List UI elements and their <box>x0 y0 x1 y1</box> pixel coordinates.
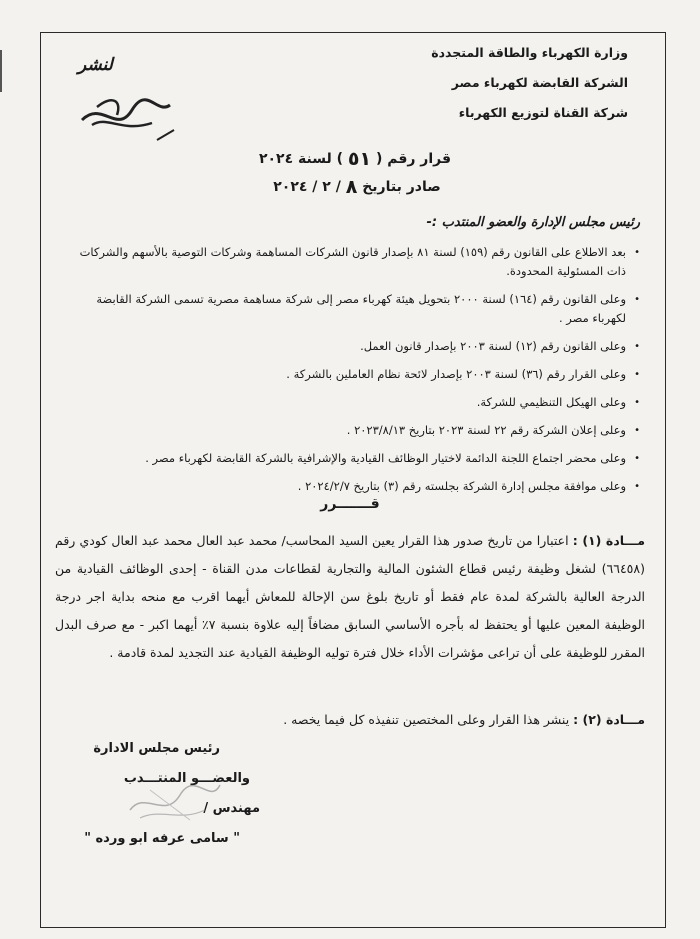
decision-title-suffix: ) لسنة ٢٠٢٤ <box>258 151 343 167</box>
clause-item: • وعلى محضر اجتماع اللجنة الدائمة لاختيار الوظائف القيادية والإشرافية بالشركة القابضة لكهرباء مصر . <box>145 451 640 465</box>
clause-item: • وعلى موافقة مجلس إدارة الشركة بجلسته رقم (٣) بتاريخ ٢٠٢٤/٢/٧ . <box>297 479 640 493</box>
header-ministry: وزارة الكهرباء والطاقة المتجددة <box>431 45 628 60</box>
preamble-clauses <box>60 243 640 505</box>
header-company: شركة القناة لتوزيع الكهرباء <box>458 105 628 120</box>
page-edge-mark <box>0 50 8 92</box>
addressee: رئيس مجلس الإدارة والعضو المنتدب :- <box>426 215 640 230</box>
decision-title <box>240 148 470 170</box>
article-1-text: اعتبارا من تاريخ صدور هذا القرار يعين السيد المحاسب/ محمد عبد العال محمد عبد العال كودي رقم (٦٦٤٥٨) لشغل وظيفة رئيس قطاع الشئون المالية والتجارية لقطاعات مدن القناة - إحدى الوظائف القيادية من الدرجة العالية بالشركة لمدة عام فقط أو تاريخ بلوغ سن الإحالة للمعاش أيهما اقرب مع منحه بداية اجر درجة الوظيفة المعين عليها أو يحتفظ له بأجره الأساسي السابق مضافاً إليه علاوة بنسبة ٧٪ أيهما اكبر - مع صرف البدل المقرر للوظيفة على أن تراعى مؤشرات الأداء خلال فترة توليه الوظيفة القيادية عند التجديد لمدة قادمة . <box>55 533 646 660</box>
decision-number: ٥١ <box>347 148 372 170</box>
signature-title-1: رئيس مجلس الادارة <box>93 741 220 756</box>
marginal-note: لنشر <box>78 55 113 75</box>
signature-title-2: والعضـــو المنتـــدب <box>123 771 250 786</box>
clause-item: • بعد الاطلاع على القانون رقم (١٥٩) لسنة ٨١ بإصدار قانون الشركات المساهمة وشركات التوصية بالأسهم والشركات ذات المسئولية المحدودة. <box>79 245 640 278</box>
clause-item: • وعلى القانون رقم (١٢) لسنة ٢٠٠٣ بإصدار قانون العمل. <box>360 339 640 353</box>
clause-item: • وعلى القانون رقم (١٦٤) لسنة ٢٠٠٠ بتحويل هيئة كهرباء مصر إلى شركة مساهمة مصرية تسمى الشركة القابضة لكهرباء مصر . <box>96 292 640 325</box>
decision-date-prefix: صادر بتاريخ <box>362 179 441 195</box>
signature-name: " سامى عرفه ابو ورده " <box>84 831 240 846</box>
decides-heading: قـــــــرر <box>320 496 380 512</box>
clause-item: • وعلى إعلان الشركة رقم ٢٢ لسنة ٢٠٢٣ بتاريخ ٢٠٢٣/٨/١٣ . <box>346 423 640 437</box>
article-1 <box>55 527 645 667</box>
article-2-text: ينشر هذا القرار وعلى المختصين تنفيذه كل فيما يخصه . <box>283 712 570 727</box>
signature-engineer: مهندس / <box>203 801 260 816</box>
decision-date-rest: / ٢ / ٢٠٢٤ <box>273 179 341 195</box>
decision-date-day: ٨ <box>345 176 358 198</box>
article-1-label: مـــادة (١) : <box>572 533 645 548</box>
decision-title-prefix: قرار رقم ( <box>375 151 452 167</box>
header-holding-company: الشركة القابضة لكهرباء مصر <box>451 75 628 90</box>
article-2 <box>55 706 645 734</box>
clause-item: • وعلى القرار رقم (٣٦) لسنة ٢٠٠٣ بإصدار لائحة نظام العاملين بالشركة . <box>286 367 640 381</box>
signature-scribble <box>120 770 230 830</box>
clause-item: • وعلى الهيكل التنظيمي للشركة. <box>476 395 640 409</box>
article-2-label: مـــادة (٢) : <box>573 712 645 727</box>
decision-date <box>252 176 462 198</box>
